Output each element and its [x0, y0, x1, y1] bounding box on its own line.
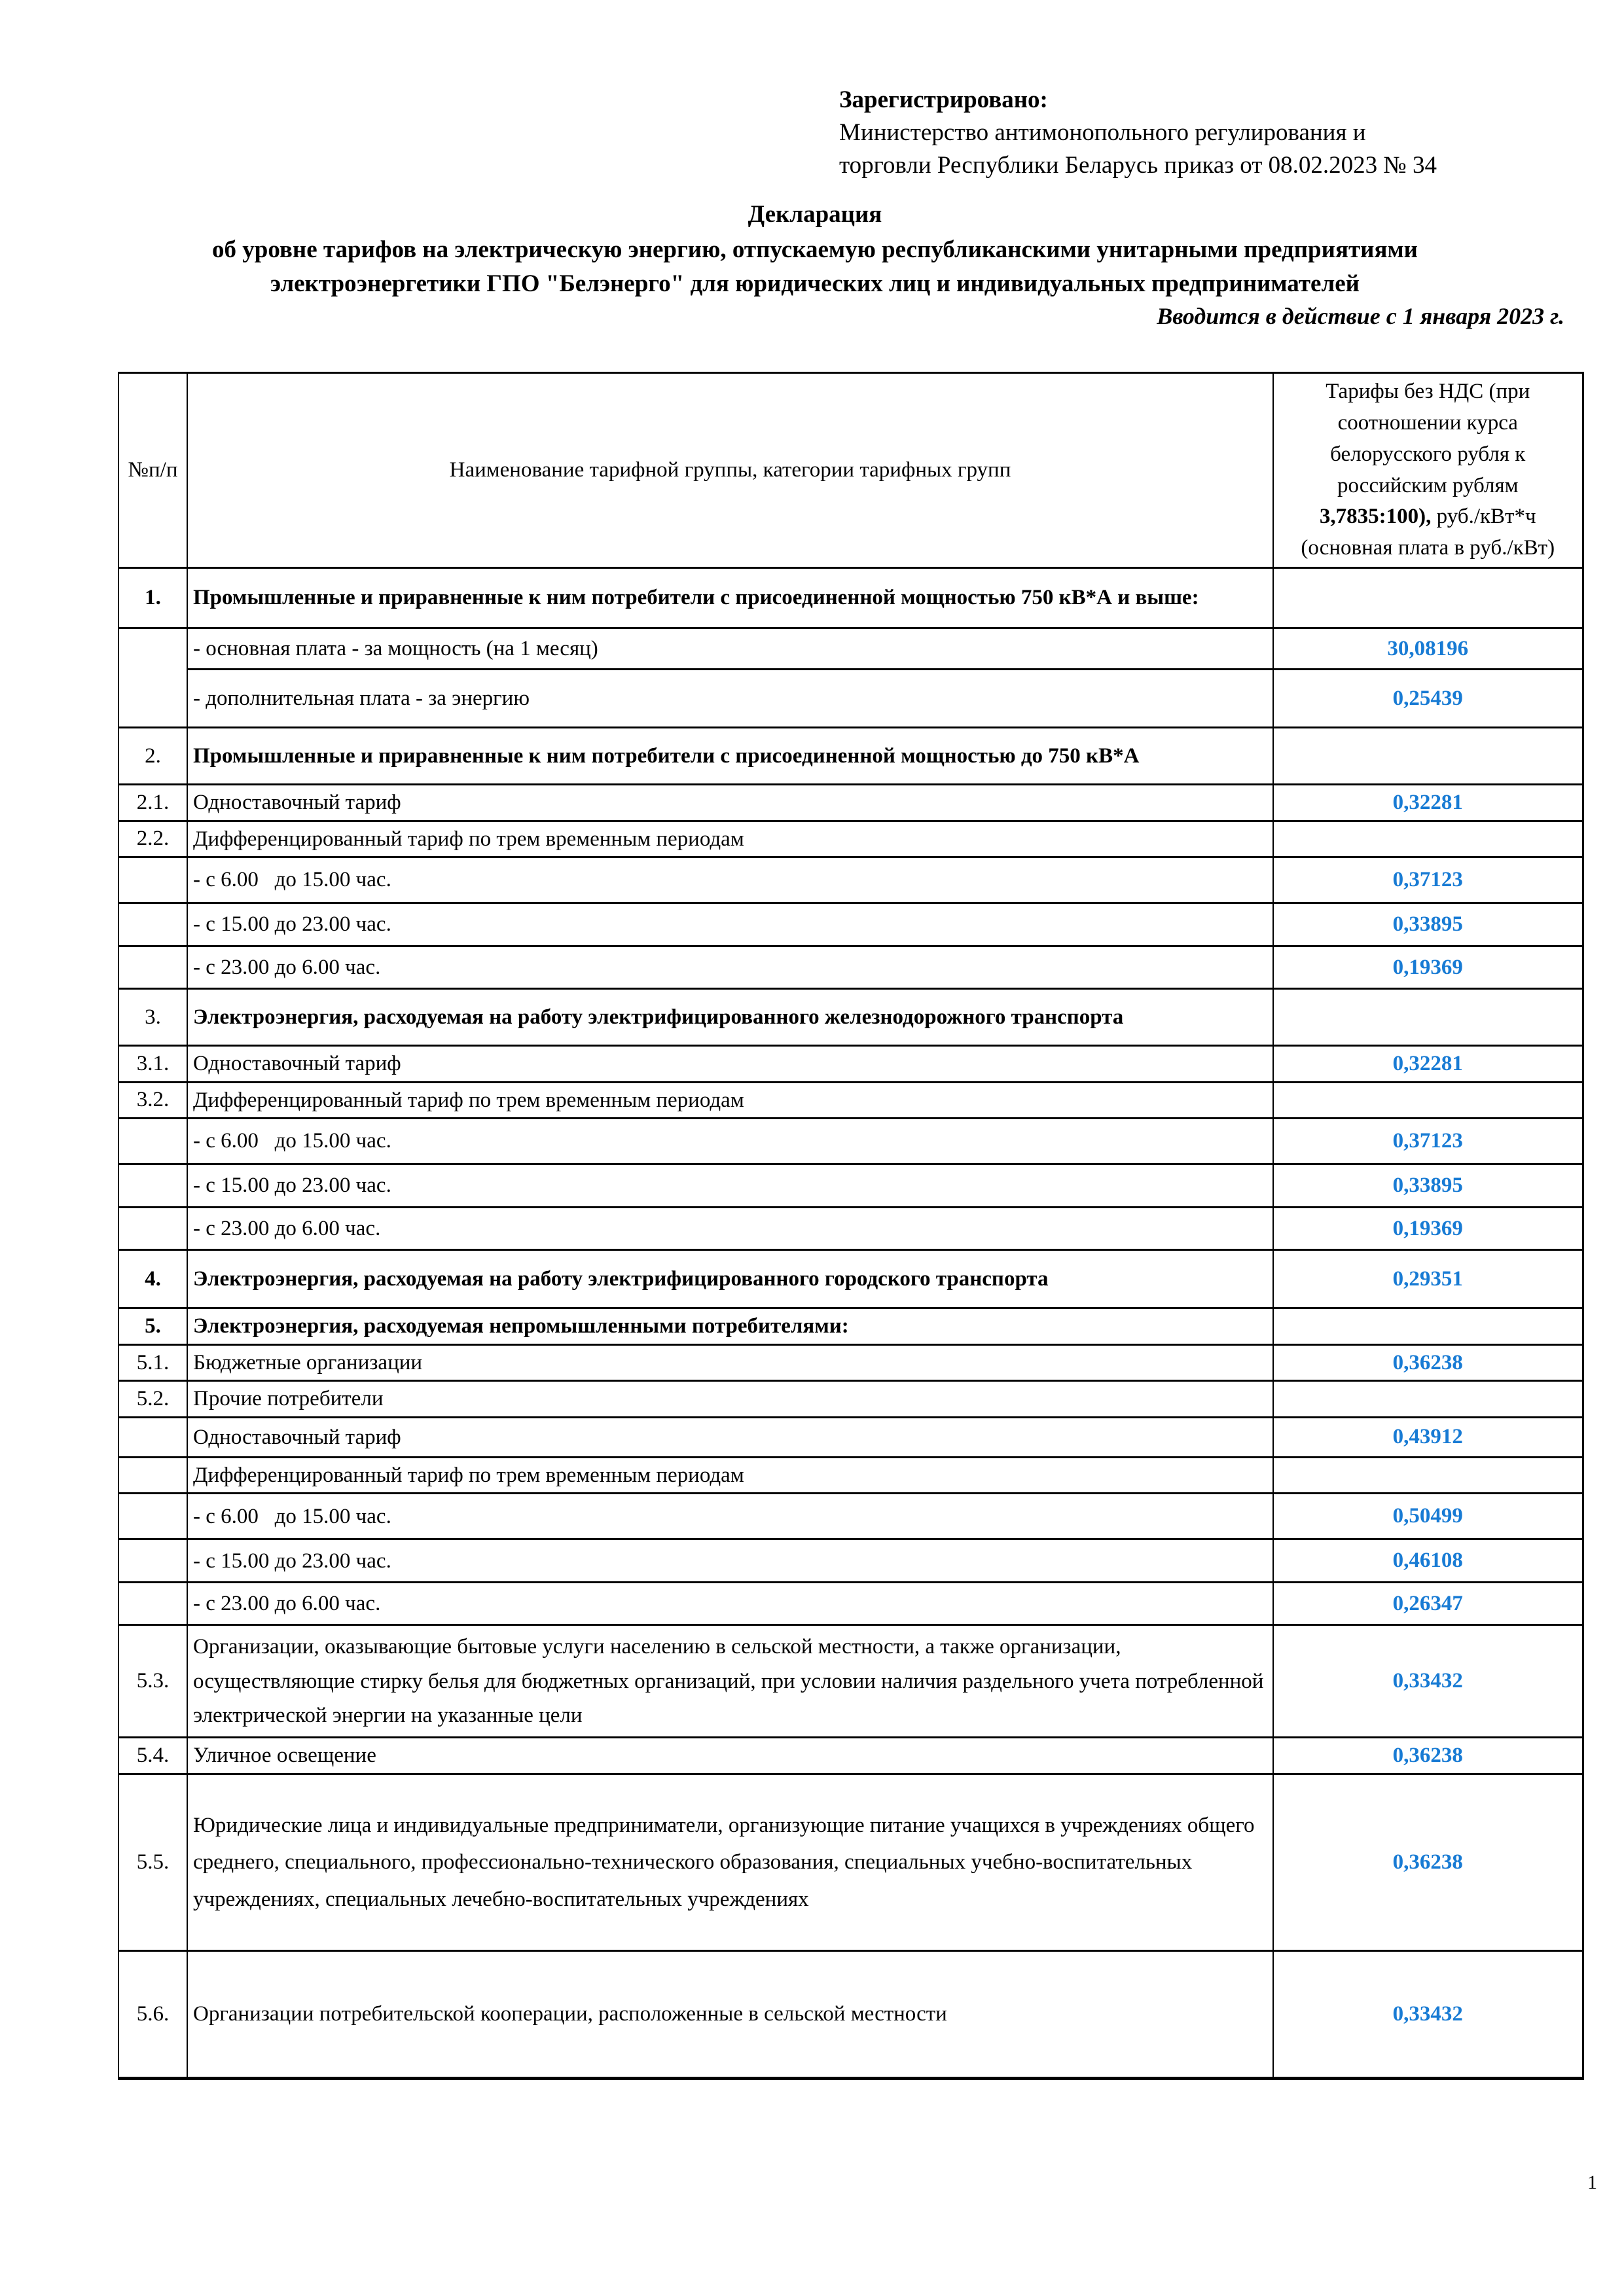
table-row — [118, 1457, 1583, 1494]
table-row — [118, 989, 1583, 1046]
tariff-group-name: Прочие потребители — [187, 1381, 1273, 1418]
tariff-group-name: Дифференцированный тариф по трем временным периодам — [187, 821, 1273, 857]
tariff-value: 30,08196 — [1273, 628, 1583, 670]
row-number-cell: 5.3. — [118, 1625, 187, 1738]
tariff-group-name: - с 15.00 до 23.00 час. — [187, 1539, 1273, 1583]
table-row — [118, 1774, 1583, 1950]
tariff-group-name: Промышленные и приравненные к ним потребители с присоединенной мощностью до 750 кВ*А — [187, 728, 1273, 785]
tariff-group-name: Организации, оказывающие бытовые услуги населению в сельской местности, а также организации, осуществляющие стирку белья для бюджетных организаций, при условии наличия раздельного учета потребленной электрической энергии на указанные цели — [187, 1625, 1273, 1738]
table-row — [118, 1738, 1583, 1774]
tariff-value: 0,32281 — [1273, 785, 1583, 821]
row-number-cell — [118, 946, 187, 989]
row-number-cell: 5. — [118, 1308, 187, 1345]
table-row — [118, 728, 1583, 785]
tariff-group-name: Дифференцированный тариф по трем временным периодам — [187, 1082, 1273, 1119]
table-row — [118, 1250, 1583, 1308]
tariff-group-name: - с 15.00 до 23.00 час. — [187, 903, 1273, 946]
tariff-value: 0,29351 — [1273, 1250, 1583, 1308]
tariff-value: 0,25439 — [1273, 670, 1583, 728]
table-row — [118, 1381, 1583, 1418]
tariff-header-text: Тарифы без НДС (при соотношении курса белорусского рубля к российским рублям — [1326, 380, 1530, 497]
tariff-group-name: - с 6.00 до 15.00 час. — [187, 1119, 1273, 1164]
tariff-value: 0,50499 — [1273, 1494, 1583, 1539]
row-number-cell — [118, 1208, 187, 1250]
document-subtitle-line-2: электроэнергетики ГПО "Белэнерго" для юридических лиц и индивидуальных предпринимателей — [270, 270, 1360, 297]
tariff-value — [1273, 1082, 1583, 1119]
tariff-group-name: Одноставочный тариф — [187, 1046, 1273, 1083]
page-number: 1 — [1587, 2172, 1597, 2193]
table-row — [118, 1625, 1583, 1738]
tariff-value: 0,33432 — [1273, 1950, 1583, 2078]
tariff-group-name: - с 6.00 до 15.00 час. — [187, 857, 1273, 903]
column-header-name: Наименование тарифной группы, категории тарифных групп — [187, 373, 1273, 568]
table-row — [118, 1046, 1583, 1083]
registered-line-1: Министерство антимонопольного регулирования и — [839, 118, 1366, 146]
row-number-cell: 5.5. — [118, 1774, 187, 1950]
tariff-value — [1273, 728, 1583, 785]
table-row — [118, 903, 1583, 946]
tariff-value: 0,37123 — [1273, 857, 1583, 903]
tariff-group-name: - дополнительная плата - за энергию — [187, 670, 1273, 728]
tariff-group-name: - основная плата - за мощность (на 1 месяц) — [187, 628, 1273, 670]
tariff-group-name: Одноставочный тариф — [187, 1417, 1273, 1457]
tariff-value — [1273, 989, 1583, 1046]
row-number-cell: 5.4. — [118, 1738, 187, 1774]
tariff-value: 0,26347 — [1273, 1583, 1583, 1625]
tariff-value: 0,36238 — [1273, 1774, 1583, 1950]
tariff-group-name: Электроэнергия, расходуемая непромышленными потребителями: — [187, 1308, 1273, 1345]
tariff-value — [1273, 821, 1583, 857]
row-number-cell: 2.1. — [118, 785, 187, 821]
row-number-cell — [118, 1539, 187, 1583]
row-number-cell: 3.2. — [118, 1082, 187, 1119]
tariff-value — [1273, 1381, 1583, 1418]
tariff-group-name: - с 23.00 до 6.00 час. — [187, 1208, 1273, 1250]
tariff-value: 0,43912 — [1273, 1417, 1583, 1457]
tariff-value: 0,33432 — [1273, 1625, 1583, 1738]
table-row — [118, 628, 1583, 670]
row-number-cell: 2.2. — [118, 821, 187, 857]
table-header-row — [118, 373, 1583, 568]
tariff-value: 0,19369 — [1273, 946, 1583, 989]
tariff-value: 0,33895 — [1273, 1164, 1583, 1208]
row-number-cell — [118, 1583, 187, 1625]
tariff-group-name: Промышленные и приравненные к ним потребители с присоединенной мощностью 750 кВ*А и выше: — [187, 568, 1273, 628]
tariff-value — [1273, 568, 1583, 628]
row-number-cell: 1. — [118, 568, 187, 628]
row-number-cell: 3. — [118, 989, 187, 1046]
document-subtitle-line-1: об уровне тарифов на электрическую энергию, отпускаемую республиканскими унитарными предприятиями — [212, 236, 1418, 263]
row-number-cell — [118, 628, 187, 728]
table-row — [118, 1082, 1583, 1119]
row-number-cell: 5.2. — [118, 1381, 187, 1418]
row-number-cell — [118, 1164, 187, 1208]
table-row — [118, 1950, 1583, 2078]
row-number-cell: 5.1. — [118, 1344, 187, 1381]
table-row — [118, 1417, 1583, 1457]
table-row — [118, 821, 1583, 857]
table-row — [118, 1308, 1583, 1345]
row-number-cell: 5.6. — [118, 1950, 187, 2078]
tariff-group-name: Одноставочный тариф — [187, 785, 1273, 821]
table-row — [118, 1164, 1583, 1208]
tariff-value — [1273, 1457, 1583, 1494]
column-header-tariff — [1273, 373, 1583, 568]
tariff-table — [118, 372, 1584, 2080]
row-number-cell: 3.1. — [118, 1046, 187, 1083]
tariff-group-name: Юридические лица и индивидуальные предприниматели, организующие питание учащихся в учреждениях общего среднего, специального, профессионально-технического образования, специальных учебно-воспитательных учреждениях, специальных лечебно-воспитательных учреждениях — [187, 1774, 1273, 1950]
tariff-group-name: Дифференцированный тариф по трем временным периодам — [187, 1457, 1273, 1494]
tariff-value: 0,19369 — [1273, 1208, 1583, 1250]
row-number-cell — [118, 1119, 187, 1164]
tariff-value: 0,33895 — [1273, 903, 1583, 946]
registered-line-2: торговли Республики Беларусь приказ от 08.02.2023 № 34 — [839, 151, 1437, 179]
tariff-value: 0,32281 — [1273, 1046, 1583, 1083]
tariff-header-units: руб./кВт*ч (основная плата в руб./кВт) — [1301, 505, 1555, 560]
registered-label: Зарегистрировано: — [839, 86, 1048, 113]
effective-date-note: Вводится в действие с 1 января 2023 г. — [1157, 303, 1564, 329]
table-row — [118, 670, 1583, 728]
row-number-cell — [118, 903, 187, 946]
table-row — [118, 1119, 1583, 1164]
tariff-value: 0,46108 — [1273, 1539, 1583, 1583]
row-number-cell — [118, 1494, 187, 1539]
document-title: Декларация — [748, 201, 882, 228]
tariff-group-name: Электроэнергия, расходуемая на работу электрифицированного городского транспорта — [187, 1250, 1273, 1308]
table-row — [118, 1583, 1583, 1625]
tariff-value: 0,36238 — [1273, 1738, 1583, 1774]
tariff-group-name: - с 23.00 до 6.00 час. — [187, 946, 1273, 989]
tariff-value: 0,36238 — [1273, 1344, 1583, 1381]
tariff-header-rate: 3,7835:100), — [1319, 505, 1432, 529]
table-row — [118, 1344, 1583, 1381]
tariff-group-name: - с 6.00 до 15.00 час. — [187, 1494, 1273, 1539]
row-number-cell — [118, 857, 187, 903]
tariff-value: 0,37123 — [1273, 1119, 1583, 1164]
tariff-group-name: Электроэнергия, расходуемая на работу электрифицированного железнодорожного транспорта — [187, 989, 1273, 1046]
table-row — [118, 857, 1583, 903]
tariff-value — [1273, 1308, 1583, 1345]
table-row — [118, 946, 1583, 989]
row-number-cell — [118, 1417, 187, 1457]
row-number-cell — [118, 1457, 187, 1494]
tariff-group-name: - с 15.00 до 23.00 час. — [187, 1164, 1273, 1208]
tariff-group-name: Организации потребительской кооперации, расположенные в сельской местности — [187, 1950, 1273, 2078]
column-header-number: №п/п — [118, 373, 187, 568]
table-row — [118, 568, 1583, 628]
table-row — [118, 1208, 1583, 1250]
row-number-cell: 4. — [118, 1250, 187, 1308]
tariff-group-name: Бюджетные организации — [187, 1344, 1273, 1381]
row-number-cell: 2. — [118, 728, 187, 785]
tariff-group-name: Уличное освещение — [187, 1738, 1273, 1774]
table-row — [118, 785, 1583, 821]
tariff-group-name: - с 23.00 до 6.00 час. — [187, 1583, 1273, 1625]
registration-block — [839, 84, 1572, 182]
table-row — [118, 1494, 1583, 1539]
table-row — [118, 1539, 1583, 1583]
